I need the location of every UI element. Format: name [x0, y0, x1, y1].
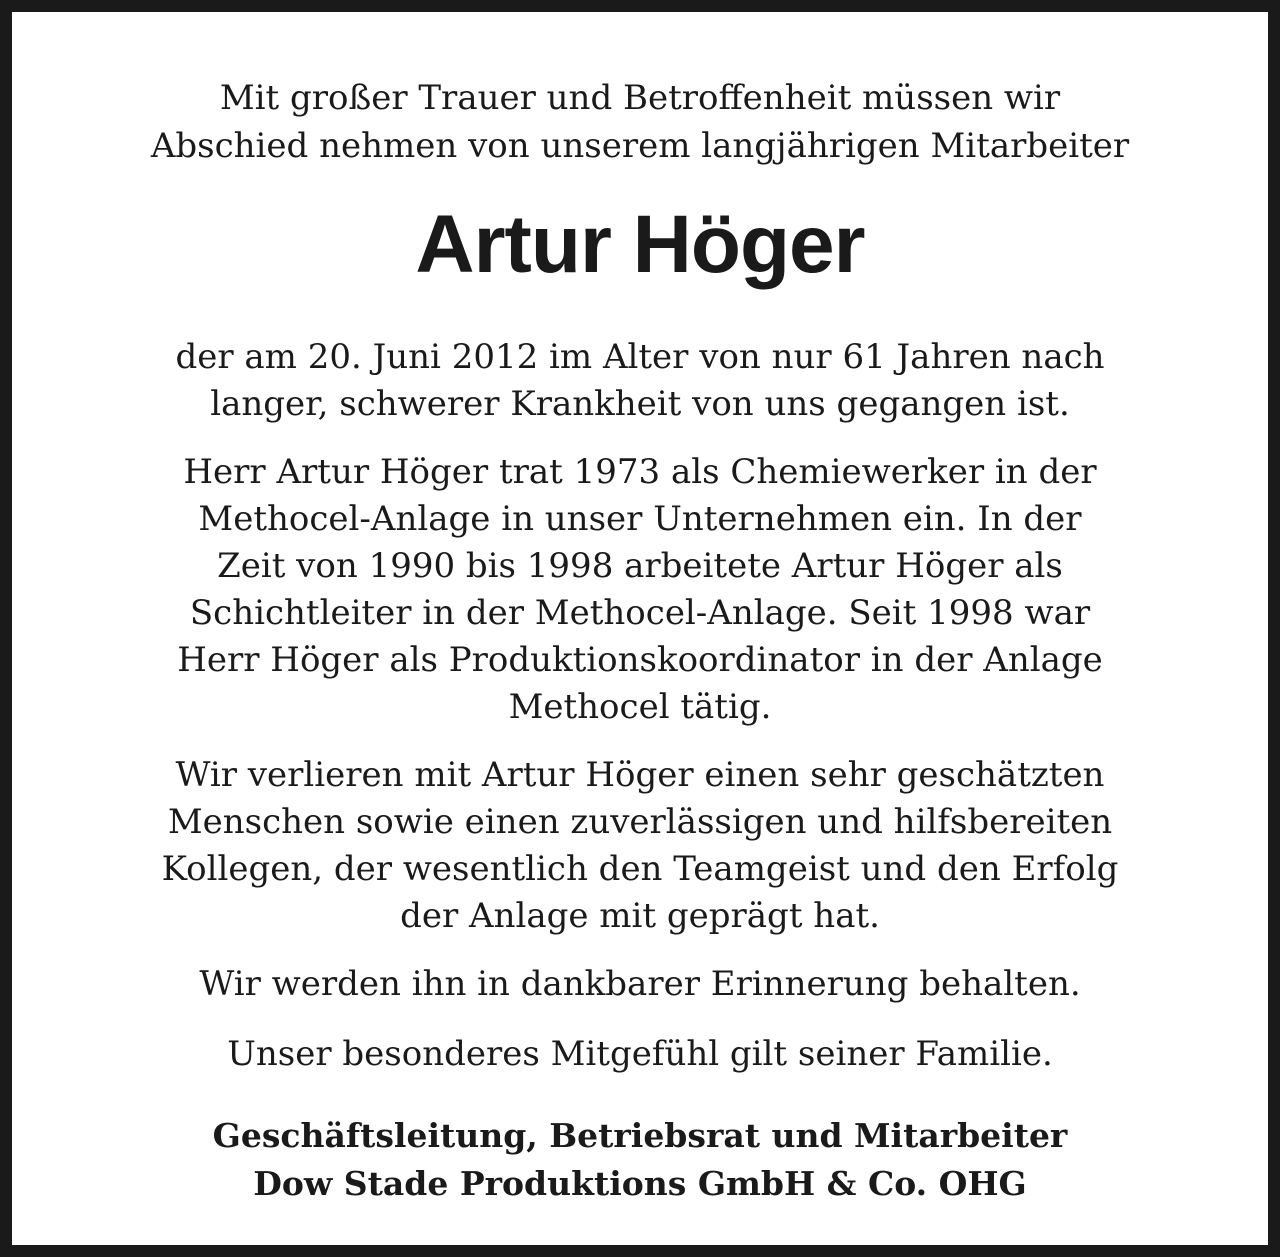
paragraph-line: Wir werden ihn in dankbarer Erinnerung behalten. — [199, 964, 1081, 1004]
paragraph-line: Kollegen, der wesentlich den Teamgeist und den Erfolg — [161, 849, 1119, 889]
remembrance-paragraph — [42, 961, 1238, 1008]
intro-line: Abschied nehmen von unserem langjährigen Mitarbeiter — [150, 126, 1130, 166]
paragraph-line: Methocel-Anlage in unser Unternehmen ein. In der — [198, 499, 1082, 539]
paragraph-line: der am 20. Juni 2012 im Alter von nur 61 Jahren nach — [175, 337, 1105, 377]
paragraph-line: Wir verlieren mit Artur Höger einen sehr geschätzten — [175, 755, 1105, 795]
signature-line: Dow Stade Produktions GmbH & Co. OHG — [253, 1164, 1027, 1203]
paragraph-line: langer, schwerer Krankheit von uns gegangen ist. — [210, 384, 1070, 424]
intro-text — [42, 74, 1238, 170]
career-paragraph — [42, 449, 1238, 731]
paragraph-line: Menschen sowie einen zuverlässigen und hilfsbereiten — [167, 802, 1113, 842]
signature-line: Geschäftsleitung, Betriebsrat und Mitarbeiter — [212, 1116, 1068, 1155]
paragraph-line: Methocel tätig. — [508, 687, 772, 727]
paragraph-line: Herr Höger als Produktionskoordinator in der Anlage — [177, 640, 1103, 680]
paragraph-line: der Anlage mit geprägt hat. — [400, 896, 880, 936]
deceased-name: Artur Höger — [415, 199, 865, 290]
death-notice-paragraph — [42, 334, 1238, 428]
condolence-paragraph — [42, 1031, 1238, 1078]
paragraph-line: Schichtleiter in der Methocel-Anlage. Seit 1998 war — [189, 593, 1091, 633]
paragraph-line: Unser besonderes Mitgefühl gilt seiner Familie. — [227, 1034, 1053, 1074]
paragraph-line: Herr Artur Höger trat 1973 als Chemiewerker in der — [183, 452, 1097, 492]
tribute-paragraph — [42, 752, 1238, 940]
signature-block — [42, 1112, 1238, 1208]
intro-line: Mit großer Trauer und Betroffenheit müssen wir — [219, 78, 1061, 118]
paragraph-line: Zeit von 1990 bis 1998 arbeitete Artur Höger als — [217, 546, 1063, 586]
